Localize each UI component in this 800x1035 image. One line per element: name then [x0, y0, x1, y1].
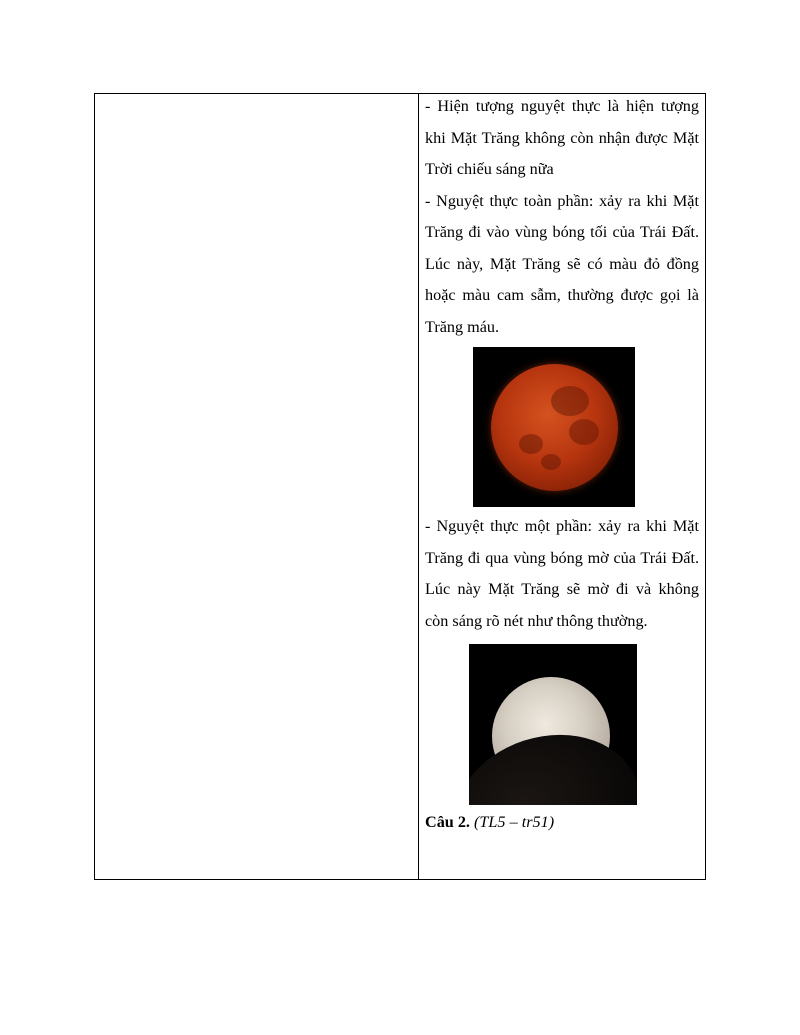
paragraph-lunar-eclipse-definition: - Hiện tượng nguyệt thực là hiện tượng khi Mặt Trăng không còn nhận được Mặt Trời chiếu sáng nữa [425, 97, 699, 178]
table-left-cell [95, 94, 419, 879]
content-table [94, 93, 706, 880]
earth-shadow [469, 711, 637, 805]
red-moon [491, 364, 618, 491]
partial-eclipse-image [469, 644, 637, 805]
partial-moon [492, 677, 610, 795]
paragraph-partial-eclipse: - Nguyệt thực một phần: xảy ra khi Mặt Trăng đi qua vùng bóng mờ của Trái Đất. Lúc này Mặt Trăng sẽ mờ đi và không còn sáng rõ nét như thông thường. [425, 517, 699, 630]
question-reference: (TL5 – tr51) [474, 813, 555, 831]
question-label: Câu 2. [425, 813, 470, 831]
question-heading [425, 811, 699, 833]
table-right-cell [419, 94, 705, 879]
paragraph-total-eclipse: - Nguyệt thực toàn phần: xảy ra khi Mặt Trăng đi vào vùng bóng tối của Trái Đất. Lúc này, Mặt Trăng sẽ có màu đỏ đồng hoặc màu cam sẫm, thường được gọi là Trăng máu. [425, 191, 699, 336]
blood-moon-image [473, 347, 635, 507]
